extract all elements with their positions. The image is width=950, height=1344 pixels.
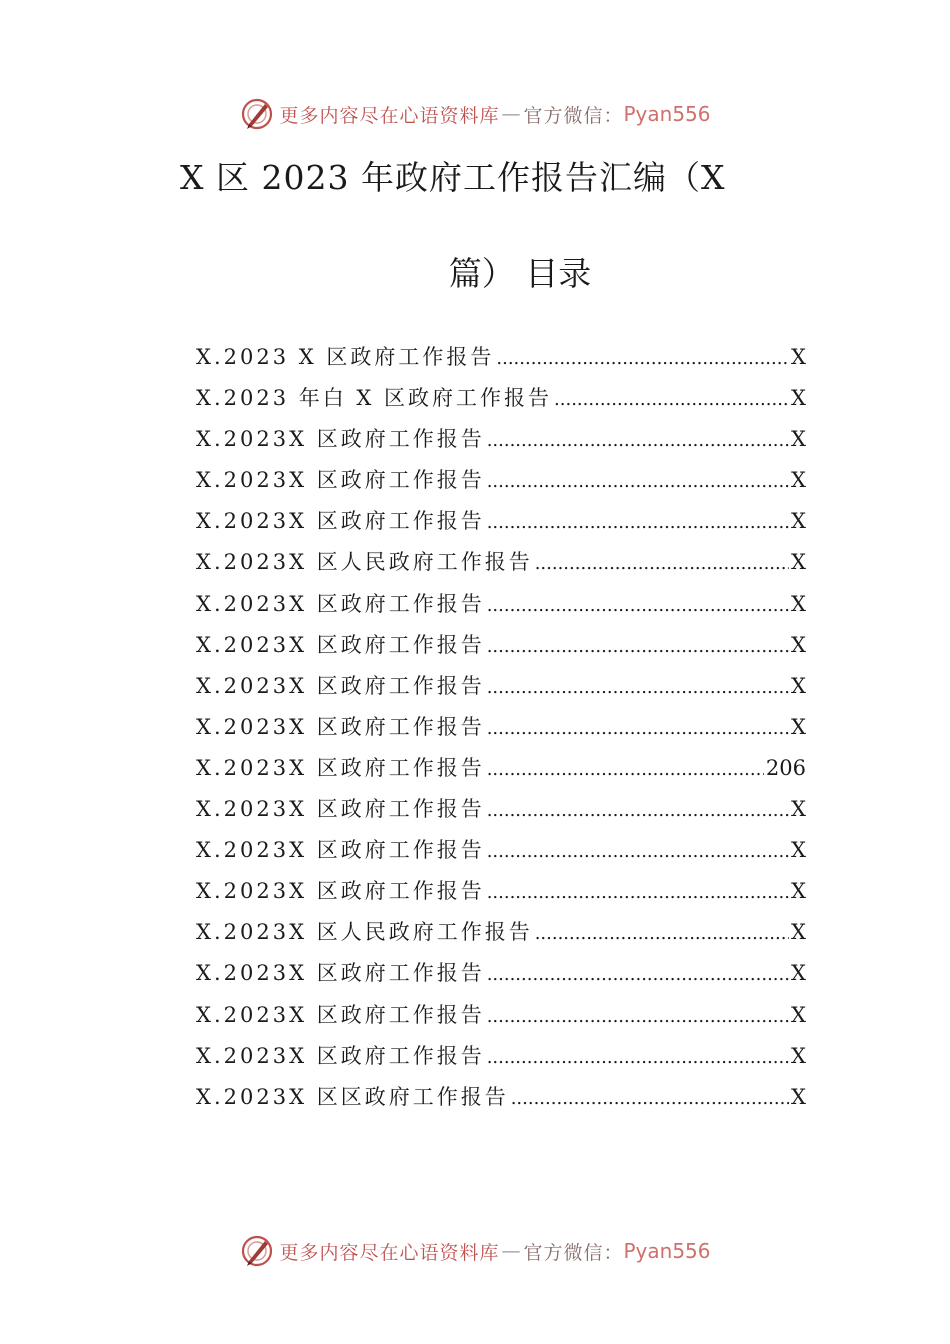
watermark-dash: — <box>501 103 522 125</box>
toc-entry-page: X <box>791 920 806 945</box>
pen-logo-icon <box>239 96 275 132</box>
toc-entry-title: X.2023X 区区政府工作报告 <box>196 1084 509 1109</box>
watermark-wechat-label: 官方微信： <box>523 1241 624 1264</box>
toc-entry-page: X <box>791 386 806 411</box>
toc-entry-page: 206 <box>765 755 806 780</box>
toc-entry[interactable] <box>196 995 806 1036</box>
toc-leader-dots <box>535 912 789 954</box>
toc-leader-dots <box>487 501 789 543</box>
toc-entry-page: X <box>791 1043 806 1068</box>
toc-entry[interactable] <box>196 460 806 501</box>
toc-entry-title: X.2023X 区政府工作报告 <box>196 714 485 739</box>
toc-leader-dots <box>487 625 789 667</box>
toc-entry-title: X.2023X 区人民政府工作报告 <box>196 550 533 575</box>
toc-entry-page: X <box>791 879 806 904</box>
footer-watermark <box>0 1233 950 1269</box>
toc-leader-dots <box>487 666 789 708</box>
toc-entry-title: X.2023 年白 X 区政府工作报告 <box>196 386 553 411</box>
document-title-line2: 篇） 目录 <box>448 254 592 293</box>
toc-leader-dots <box>487 460 789 502</box>
toc-entry[interactable] <box>196 625 806 666</box>
toc-leader-dots <box>496 337 789 379</box>
toc-leader-dots <box>487 1036 789 1078</box>
toc-leader-dots <box>511 1077 789 1119</box>
toc-entry-title: X.2023X 区政府工作报告 <box>196 427 485 452</box>
toc-entry-title: X.2023X 区政府工作报告 <box>196 755 485 780</box>
toc-entry-title: X.2023X 区政府工作报告 <box>196 797 485 822</box>
toc-leader-dots <box>554 378 789 420</box>
toc-entry-page: X <box>791 632 806 657</box>
toc-entry-title: X.2023X 区政府工作报告 <box>196 468 485 493</box>
toc-entry-page: X <box>791 550 806 575</box>
toc-entry-title: X.2023X 区政府工作报告 <box>196 632 485 657</box>
toc-entry-title: X.2023X 区政府工作报告 <box>196 961 485 986</box>
toc-entry-page: X <box>791 1084 806 1109</box>
toc-entry-page: X <box>791 468 806 493</box>
toc-leader-dots <box>487 707 789 749</box>
toc-entry[interactable] <box>196 584 806 625</box>
toc-leader-dots <box>535 542 789 584</box>
toc-entry-title: X.2023X 区政府工作报告 <box>196 1043 485 1068</box>
watermark-wechat-id: Pyan556 <box>623 102 711 126</box>
toc-leader-dots <box>487 830 789 872</box>
watermark-wechat-label: 官方微信： <box>523 104 624 127</box>
toc-entry[interactable] <box>196 542 806 583</box>
toc-entry[interactable] <box>196 1077 806 1118</box>
watermark-text: 更多内容尽在心语资料库 <box>279 1241 500 1264</box>
toc-entry-page: X <box>791 591 806 616</box>
toc-entry-title: X.2023X 区政府工作报告 <box>196 591 485 616</box>
toc-entry[interactable] <box>196 953 806 994</box>
toc-entry-page: X <box>791 838 806 863</box>
toc-entry[interactable] <box>196 912 806 953</box>
toc-entry[interactable] <box>196 871 806 912</box>
toc-leader-dots <box>487 953 789 995</box>
toc-entry[interactable] <box>196 419 806 460</box>
toc-entry-page: X <box>791 1002 806 1027</box>
watermark-wechat-id: Pyan556 <box>623 1239 711 1263</box>
toc-entry-page: X <box>791 345 806 369</box>
toc-leader-dots <box>487 995 789 1037</box>
header-watermark <box>0 96 950 132</box>
toc-leader-dots <box>487 871 789 913</box>
toc-entry-page: X <box>791 714 806 739</box>
toc-entry-title: X.2023X 区政府工作报告 <box>196 838 485 863</box>
toc-entry-page: X <box>791 673 806 698</box>
watermark-text: 更多内容尽在心语资料库 <box>279 104 500 127</box>
toc-entry[interactable] <box>196 666 806 707</box>
toc-entry-title: X.2023 X 区政府工作报告 <box>196 345 495 369</box>
toc-leader-dots <box>487 584 789 626</box>
toc-entry[interactable] <box>196 830 806 871</box>
toc-entry-title: X.2023X 区政府工作报告 <box>196 879 485 904</box>
toc-entry-title: X.2023X 区政府工作报告 <box>196 1002 485 1027</box>
toc-entry[interactable] <box>196 1036 806 1077</box>
toc-entry[interactable] <box>196 337 806 378</box>
toc-entry-title: X.2023X 区政府工作报告 <box>196 673 485 698</box>
toc-entry-page: X <box>791 427 806 452</box>
document-title-line1: X 区 2023 年政府工作报告汇编（X <box>180 158 726 197</box>
toc-entry[interactable] <box>196 748 806 789</box>
toc-entry[interactable] <box>196 707 806 748</box>
toc-entry-title: X.2023X 区人民政府工作报告 <box>196 920 533 945</box>
toc-leader-dots <box>487 748 764 790</box>
toc-entry[interactable] <box>196 501 806 542</box>
toc-leader-dots <box>487 789 789 831</box>
table-of-contents <box>196 337 806 1118</box>
watermark-dash: — <box>501 1240 522 1262</box>
toc-entry-page: X <box>791 509 806 534</box>
toc-entry-page: X <box>791 961 806 986</box>
toc-entry[interactable] <box>196 789 806 830</box>
toc-entry-page: X <box>791 797 806 822</box>
toc-leader-dots <box>487 419 789 461</box>
pen-logo-icon <box>239 1233 275 1269</box>
toc-entry-title: X.2023X 区政府工作报告 <box>196 509 485 534</box>
toc-entry[interactable] <box>196 378 806 419</box>
